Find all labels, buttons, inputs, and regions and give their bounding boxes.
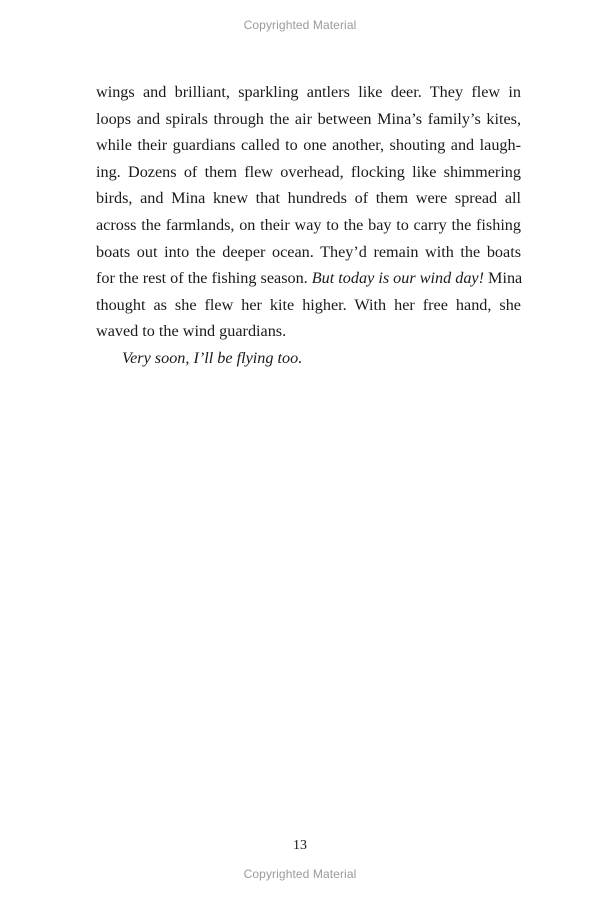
copyright-watermark-top: Copyrighted Material — [243, 18, 357, 32]
text-segment: for the rest of the fishing season. — [96, 269, 312, 288]
text-line: wings and brilliant, sparkling antlers like deer. They flew in — [96, 83, 521, 101]
text-line: across the farmlands, on their way to the bay to carry the fishing — [96, 215, 521, 234]
body-text — [96, 79, 521, 372]
copyright-watermark-bottom: Copyrighted Material — [243, 867, 357, 881]
italic-closing-paragraph: Very soon, I’ll be flying too. — [122, 348, 303, 367]
page-number: 13 — [293, 838, 307, 853]
text-line: while their guardians called to one another, shouting and laugh- — [96, 136, 521, 155]
text-line: boats out into the deeper ocean. They’d remain with the boats — [96, 242, 521, 261]
text-line-mixed — [96, 265, 521, 292]
text-line: waved to the wind guardians. — [96, 322, 287, 341]
text-line: thought as she flew her kite higher. With her free hand, she — [96, 295, 521, 314]
text-line: loops and spirals through the air between Mina’s family’s kites, — [96, 109, 521, 128]
italic-thought: But today is our wind day! — [311, 269, 484, 288]
text-line: birds, and Mina knew that hundreds of them were spread all — [96, 189, 521, 208]
text-line: ing. Dozens of them flew overhead, flocking like shimmering — [96, 162, 521, 181]
text-segment: Mina — [484, 269, 523, 288]
